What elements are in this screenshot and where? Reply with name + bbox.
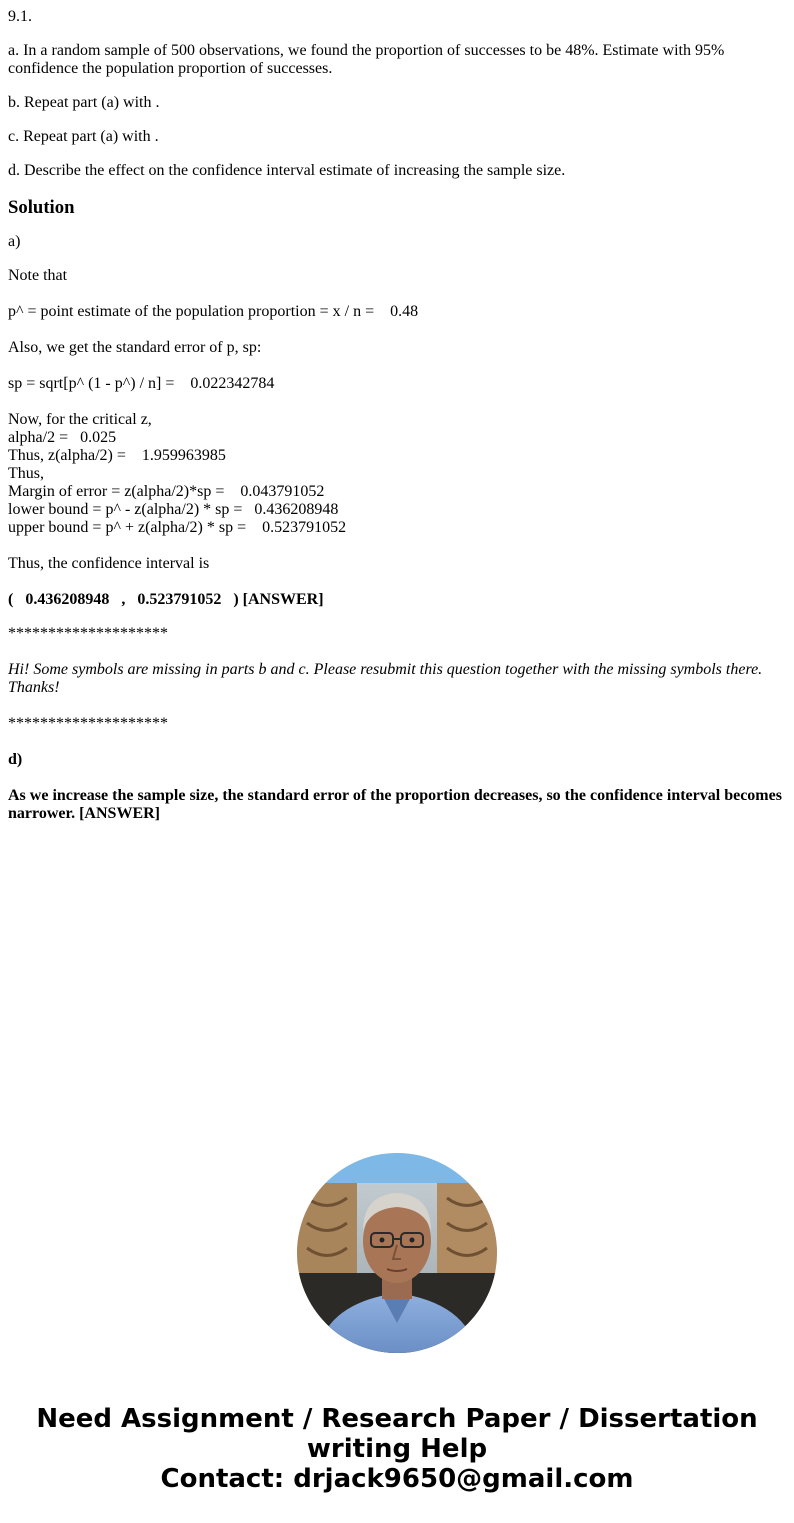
critical-line: Thus, z(alpha/2) = 1.959963985 <box>8 447 226 464</box>
point-estimate-line: p^ = point estimate of the population proportion = x / n = 0.48 <box>8 303 419 320</box>
note-that-text: Note that <box>8 267 68 284</box>
std-error-intro: Also, we get the standard error of p, sp: <box>8 339 262 356</box>
critical-line: Margin of error = z(alpha/2)*sp = 0.043791052 <box>8 483 325 500</box>
question-part-a: a. In a random sample of 500 observations, we found the proportion of successes to be 48%. Estimate with 95% confidence the population proportion of successes. <box>8 42 725 77</box>
critical-line: upper bound = p^ + z(alpha/2) * sp = 0.523791052 <box>8 519 347 536</box>
critical-line: alpha/2 = 0.025 <box>8 429 117 446</box>
separator: ******************** <box>8 715 168 732</box>
solution-heading: Solution <box>8 197 75 218</box>
author-portrait-image <box>297 1153 497 1353</box>
footer-line: writing Help <box>306 1434 488 1464</box>
footer-contact-banner <box>0 1404 794 1494</box>
document-body <box>8 8 786 839</box>
question-number: 9.1. <box>8 8 32 25</box>
footer-contact-line: Contact: drjack9650@gmail.com <box>160 1464 634 1494</box>
question-part-b: b. Repeat part (a) with . <box>8 94 160 111</box>
solution-part-a-label: a) <box>8 233 21 250</box>
critical-line: lower bound = p^ - z(alpha/2) * sp = 0.436208948 <box>8 501 339 518</box>
part-d-answer: As we increase the sample size, the standard error of the proportion decreases, so the confidence interval becomes narrower. [ANSWER] <box>8 787 782 822</box>
critical-value-block <box>8 411 786 537</box>
missing-symbols-note: Hi! Some symbols are missing in parts b and c. Please resubmit this question together with the missing symbols there. Thanks! <box>8 661 763 696</box>
author-avatar <box>297 1153 497 1353</box>
std-error-line: sp = sqrt[p^ (1 - p^) / n] = 0.022342784 <box>8 375 275 392</box>
ci-answer: ( 0.436208948 , 0.523791052 ) [ANSWER] <box>8 591 324 608</box>
footer-line: Need Assignment / Research Paper / Dissertation <box>36 1404 758 1434</box>
question-part-c: c. Repeat part (a) with . <box>8 128 159 145</box>
ci-intro: Thus, the confidence interval is <box>8 555 210 572</box>
critical-line: Now, for the critical z, <box>8 411 152 428</box>
question-part-d: d. Describe the effect on the confidence interval estimate of increasing the sample size. <box>8 162 566 179</box>
separator: ******************** <box>8 625 168 642</box>
critical-line: Thus, <box>8 465 44 482</box>
solution-part-d-label: d) <box>8 751 23 768</box>
